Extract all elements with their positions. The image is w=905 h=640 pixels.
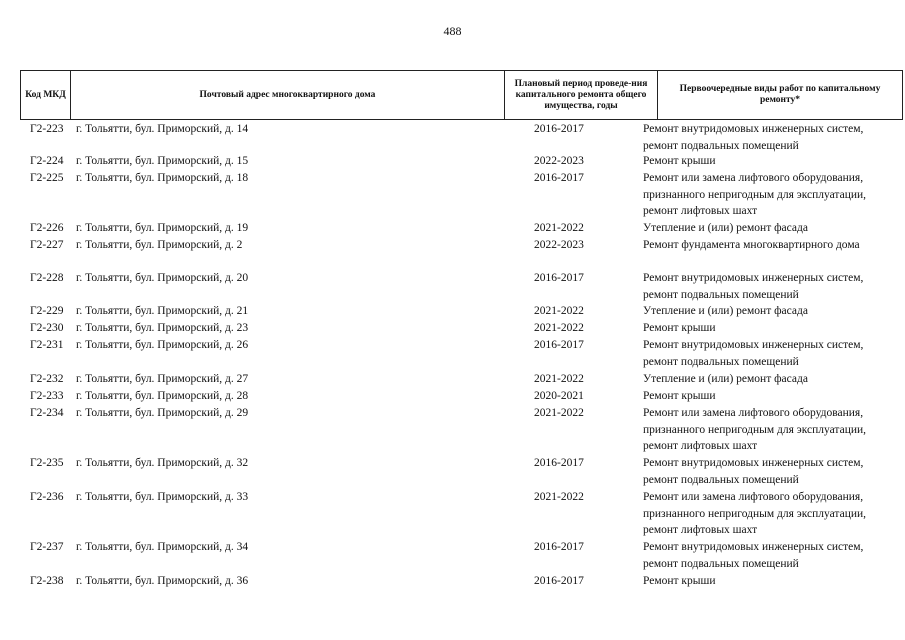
repair-work-line: ремонт лифтовых шахт xyxy=(643,205,758,218)
postal-address: г. Тольятти, бул. Приморский, д. 21 xyxy=(76,305,249,317)
mkd-code: Г2-226 xyxy=(30,222,64,234)
repair-works xyxy=(643,121,905,154)
mkd-code: Г2-237 xyxy=(30,541,64,553)
repair-work-line: Ремонт или замена лифтового оборудования, xyxy=(643,407,864,419)
header-code: Код МКД xyxy=(20,71,71,119)
postal-address: г. Тольятти, бул. Приморский, д. 18 xyxy=(76,172,249,184)
repair-work-line: признанного непригодным для эксплуатации, xyxy=(643,188,867,201)
repair-work-line: Ремонт крыши xyxy=(643,155,716,167)
repair-period: 2016-2017 xyxy=(534,272,584,284)
repair-works xyxy=(643,405,905,455)
repair-work-line: Ремонт или замена лифтового оборудования, xyxy=(643,491,864,503)
repair-period: 2022-2023 xyxy=(534,239,584,251)
repair-period: 2021-2022 xyxy=(534,491,584,503)
repair-work-line: ремонт лифтовых шахт xyxy=(643,440,758,453)
mkd-code: Г2-233 xyxy=(30,390,64,402)
header-address: Почтовый адрес многоквартирного дома xyxy=(71,71,505,119)
repair-work-line: ремонт подвальных помещений xyxy=(643,139,799,152)
repair-work-line: Ремонт фундамента многоквартирного дома xyxy=(643,239,860,251)
postal-address: г. Тольятти, бул. Приморский, д. 2 xyxy=(76,239,243,251)
repair-period: 2020-2021 xyxy=(534,390,584,402)
repair-period: 2016-2017 xyxy=(534,339,584,351)
repair-work-line: Утепление и (или) ремонт фасада xyxy=(643,305,808,317)
postal-address: г. Тольятти, бул. Приморский, д. 14 xyxy=(76,123,249,135)
repair-work-line: признанного непригодным для эксплуатации, xyxy=(643,423,867,436)
repair-works xyxy=(643,237,905,254)
repair-period: 2021-2022 xyxy=(534,322,584,334)
mkd-code: Г2-238 xyxy=(30,575,64,587)
repair-works xyxy=(643,320,905,337)
repair-period: 2021-2022 xyxy=(534,373,584,385)
page-number: 488 xyxy=(443,24,462,38)
repair-works xyxy=(643,170,905,220)
postal-address: г. Тольятти, бул. Приморский, д. 23 xyxy=(76,322,249,334)
repair-work-line: Ремонт крыши xyxy=(643,390,716,402)
mkd-code: Г2-229 xyxy=(30,305,64,317)
repair-period: 2016-2017 xyxy=(534,541,584,553)
repair-period: 2016-2017 xyxy=(534,123,584,135)
repair-works xyxy=(643,220,905,237)
repair-work-line: Ремонт внутридомовых инженерных систем, xyxy=(643,272,864,284)
mkd-code: Г2-225 xyxy=(30,172,64,184)
repair-period: 2021-2022 xyxy=(534,305,584,317)
repair-period: 2016-2017 xyxy=(534,457,584,469)
repair-works xyxy=(643,303,905,320)
repair-works xyxy=(643,573,905,590)
repair-works xyxy=(643,388,905,405)
mkd-code: Г2-235 xyxy=(30,457,64,469)
repair-work-line: Ремонт крыши xyxy=(643,322,716,334)
postal-address: г. Тольятти, бул. Приморский, д. 29 xyxy=(76,407,249,419)
repair-works xyxy=(643,539,905,572)
repair-work-line: Ремонт внутридомовых инженерных систем, xyxy=(643,339,864,351)
repair-work-line: Ремонт внутридомовых инженерных систем, xyxy=(643,457,864,469)
mkd-code: Г2-234 xyxy=(30,407,64,419)
header-period: Плановый период проведе-ния капитального ремонта общего имущества, годы xyxy=(505,71,658,119)
mkd-code: Г2-224 xyxy=(30,155,64,167)
repair-period: 2016-2017 xyxy=(534,575,584,587)
postal-address: г. Тольятти, бул. Приморский, д. 32 xyxy=(76,457,249,469)
repair-period: 2021-2022 xyxy=(534,407,584,419)
header-works: Первоочередные виды работ по капитальному ремонту* xyxy=(658,71,903,119)
repair-work-line: признанного непригодным для эксплуатации, xyxy=(643,507,867,520)
repair-works xyxy=(643,270,905,303)
repair-work-line: Ремонт внутридомовых инженерных систем, xyxy=(643,123,864,135)
postal-address: г. Тольятти, бул. Приморский, д. 15 xyxy=(76,155,249,167)
repair-works xyxy=(643,455,905,488)
repair-works xyxy=(643,337,905,370)
mkd-code: Г2-232 xyxy=(30,373,64,385)
repair-works xyxy=(643,489,905,539)
postal-address: г. Тольятти, бул. Приморский, д. 33 xyxy=(76,491,249,503)
repair-work-line: Утепление и (или) ремонт фасада xyxy=(643,222,808,234)
repair-work-line: Ремонт внутридомовых инженерных систем, xyxy=(643,541,864,553)
repair-work-line: ремонт подвальных помещений xyxy=(643,557,799,570)
mkd-code: Г2-230 xyxy=(30,322,64,334)
postal-address: г. Тольятти, бул. Приморский, д. 36 xyxy=(76,575,249,587)
repair-works xyxy=(643,371,905,388)
postal-address: г. Тольятти, бул. Приморский, д. 20 xyxy=(76,272,249,284)
repair-work-line: ремонт подвальных помещений xyxy=(643,473,799,486)
postal-address: г. Тольятти, бул. Приморский, д. 28 xyxy=(76,390,249,402)
mkd-code: Г2-231 xyxy=(30,339,64,351)
mkd-code: Г2-223 xyxy=(30,123,64,135)
mkd-code: Г2-236 xyxy=(30,491,64,503)
repair-work-line: Ремонт или замена лифтового оборудования, xyxy=(643,172,864,184)
repair-period: 2021-2022 xyxy=(534,222,584,234)
repair-work-line: ремонт подвальных помещений xyxy=(643,288,799,301)
postal-address: г. Тольятти, бул. Приморский, д. 19 xyxy=(76,222,249,234)
postal-address: г. Тольятти, бул. Приморский, д. 27 xyxy=(76,373,249,385)
repair-work-line: ремонт лифтовых шахт xyxy=(643,524,758,537)
repair-period: 2022-2023 xyxy=(534,155,584,167)
repair-period: 2016-2017 xyxy=(534,172,584,184)
postal-address: г. Тольятти, бул. Приморский, д. 34 xyxy=(76,541,249,553)
repair-work-line: Утепление и (или) ремонт фасада xyxy=(643,373,808,385)
mkd-code: Г2-227 xyxy=(30,239,64,251)
repair-work-line: ремонт подвальных помещений xyxy=(643,355,799,368)
repair-works xyxy=(643,153,905,170)
mkd-code: Г2-228 xyxy=(30,272,64,284)
postal-address: г. Тольятти, бул. Приморский, д. 26 xyxy=(76,339,249,351)
repair-work-line: Ремонт крыши xyxy=(643,575,716,587)
